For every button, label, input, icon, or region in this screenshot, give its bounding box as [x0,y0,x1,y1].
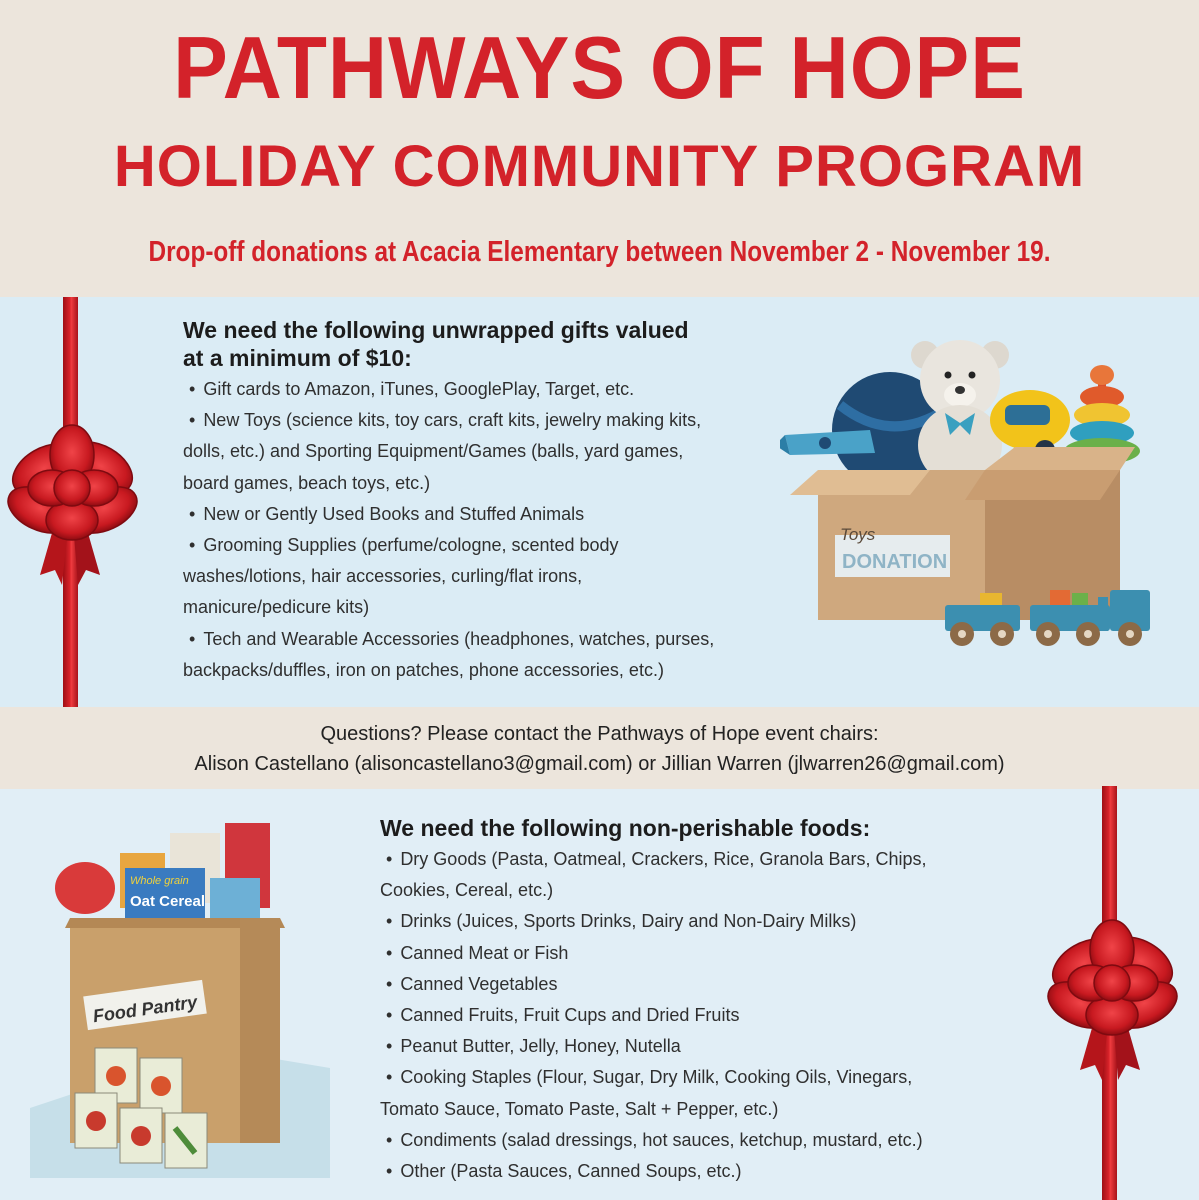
food-item: • Peanut Butter, Jelly, Honey, Nutella [380,1031,990,1062]
foods-heading: We need the following non-perishable foods: [380,815,871,841]
food-item: • Dry Goods (Pasta, Oatmeal, Crackers, Rice, Granola Bars, Chips, [380,844,990,875]
page-title: PATHWAYS OF HOPE [173,19,1026,118]
gifts-heading-line1: We need the following unwrapped gifts valued [183,317,689,343]
gift-item: • Grooming Supplies (perfume/cologne, scented body [183,530,793,561]
gift-item-continued: manicure/pedicure kits) [183,597,370,618]
food-item: • Drinks (Juices, Sports Drinks, Dairy and Non-Dairy Milks) [380,906,990,937]
dropoff-notice: Drop-off donations at Acacia Elementary between November 2 - November 19. [148,236,1051,268]
food-item-continued: Tomato Sauce, Tomato Paste, Salt + Pepper, etc.) [380,1098,779,1119]
page-subtitle: HOLIDAY COMMUNITY PROGRAM [113,134,1086,199]
cereal-label: Oat Cereal [130,893,206,910]
gift-item-continued: backpacks/duffles, iron on patches, phone accessories, etc.) [183,659,664,680]
right-bow-icon [1040,905,1190,1085]
gift-item-continued: washes/lotions, hair accessories, curling/flat irons, [183,566,583,587]
food-item: • Condiments (salad dressings, hot sauces, ketchup, mustard, etc.) [380,1125,990,1156]
gift-item: • Tech and Wearable Accessories (headphones, watches, purses, [183,624,793,655]
gift-item: • New Toys (science kits, toy cars, craft kits, jewelry making kits, [183,405,793,436]
box-toys-label: Toys [840,525,876,544]
box-donation-label: DONATION [842,551,948,573]
gifts-heading [183,316,793,372]
cereal-tag-label: Whole grain [130,875,189,887]
gifts-heading-line2: at a minimum of $10: [183,345,412,371]
food-item-continued: Cookies, Cereal, etc.) [380,880,554,901]
food-item: • Canned Fruits, Fruit Cups and Dried Fruits [380,1000,990,1031]
foods-list [380,844,990,1187]
left-bow-icon [0,410,150,590]
food-item: • Cooking Staples (Flour, Sugar, Dry Milk, Cooking Oils, Vinegars, [380,1062,990,1093]
gift-item: • Gift cards to Amazon, iTunes, GooglePlay, Target, etc. [183,374,793,405]
gifts-list-block [183,316,793,686]
food-item: • Canned Meat or Fish [380,938,990,969]
gift-item-continued: board games, beach toys, etc.) [183,472,431,493]
toy-donation-box-illustration [780,335,1180,655]
contact-question: Questions? Please contact the Pathways of Hope event chairs: [320,723,879,745]
food-pantry-label: Food Pantry [91,991,199,1027]
food-item: • Other (Pasta Sauces, Canned Soups, etc.) [380,1156,990,1187]
contact-band [0,707,1199,789]
gift-item-continued: dolls, etc.) and Sporting Equipment/Games (balls, yard games, [183,441,684,462]
contact-chairs: Alison Castellano (alisoncastellano3@gmail.com) or Jillian Warren (jlwarren26@gmail.com) [194,753,1005,775]
food-item: • Canned Vegetables [380,969,990,1000]
food-pantry-bag-illustration [30,808,330,1178]
gift-item: • New or Gently Used Books and Stuffed Animals [183,499,793,530]
gifts-list [183,374,793,686]
header-band [0,0,1199,297]
foods-list-block [380,814,990,1187]
